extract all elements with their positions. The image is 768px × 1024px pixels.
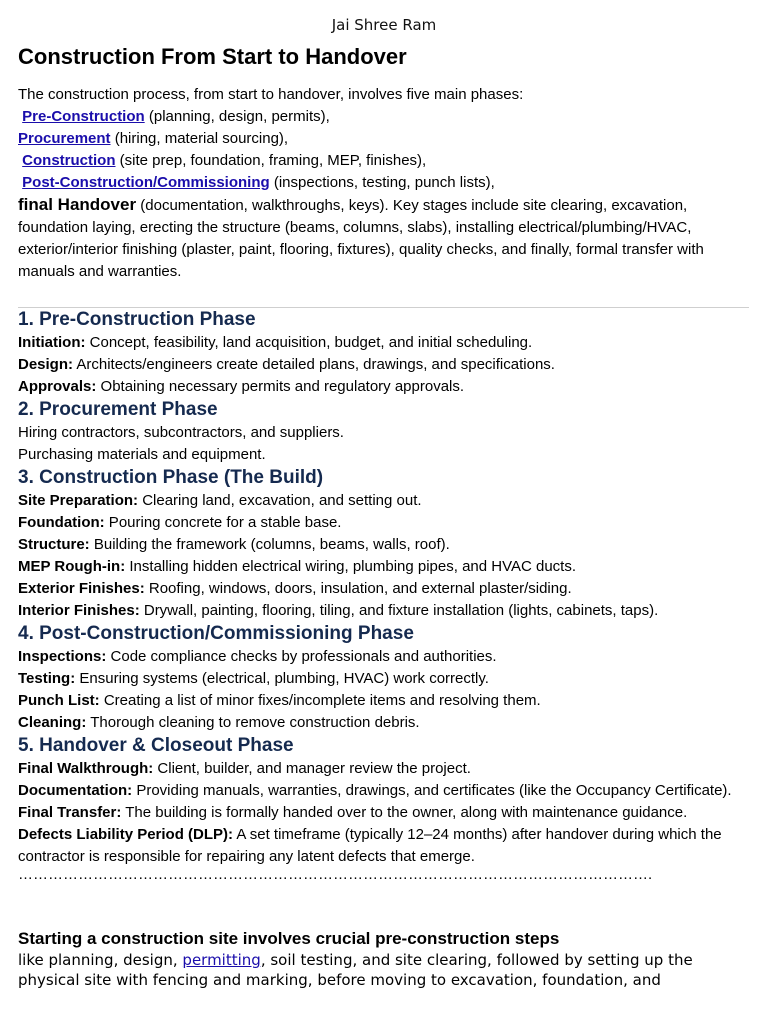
section-item [18, 422, 758, 444]
section-item [18, 646, 758, 668]
item-label: Initiation: [18, 334, 86, 351]
item-label: Exterior Finishes: [18, 580, 145, 597]
intro-lead: final Handover [18, 195, 137, 214]
item-text: Obtaining necessary permits and regulatory approvals. [96, 378, 465, 395]
pre-construction-link[interactable]: Pre-Construction [22, 108, 145, 125]
section-heading: 2. Procurement Phase [18, 399, 218, 420]
intro-phase-text: (hiring, material sourcing), [110, 130, 289, 147]
section-item [18, 712, 758, 734]
item-text: Hiring contractors, subcontractors, and suppliers. [18, 424, 344, 441]
item-text: A set timeframe (typically 12–24 months) after handover during which the contractor is responsible for repairing any latent defects that emerge. [18, 826, 722, 865]
item-label: Defects Liability Period (DLP): [18, 826, 234, 843]
intro-phase-2 [18, 128, 748, 150]
section-item [18, 376, 758, 398]
permitting-link[interactable]: permitting [182, 951, 261, 969]
intro-phase-3 [18, 150, 748, 172]
item-label: Documentation: [18, 782, 133, 799]
intro-phase-4 [18, 172, 748, 194]
section-item [18, 354, 758, 376]
intro-phase-text: (site prep, foundation, framing, MEP, finishes), [115, 152, 427, 169]
section-item [18, 802, 758, 824]
intro-paragraph [18, 84, 748, 283]
page-title: Construction From Start to Handover [18, 44, 407, 69]
section-item [18, 490, 758, 512]
item-text: Clearing land, excavation, and setting out. [138, 492, 422, 509]
item-label: Foundation: [18, 514, 105, 531]
item-text: Purchasing materials and equipment. [18, 446, 266, 463]
phase-sections [18, 308, 758, 882]
section-heading: 3. Construction Phase (The Build) [18, 467, 324, 488]
item-label: Testing: [18, 670, 76, 687]
section-item [18, 600, 758, 622]
final-heading: Starting a construction site involves crucial pre-construction steps [18, 929, 560, 948]
final-text: , soil testing, and site clearing, followed by setting up the physical site with fencing and marking, before moving to excavation, foundation, and [18, 951, 693, 989]
item-label: Approvals: [18, 378, 97, 395]
item-label: Design: [18, 356, 74, 373]
item-text: Roofing, windows, doors, insulation, and external plaster/siding. [144, 580, 572, 597]
item-text: Creating a list of minor fixes/incomplete items and resolving them. [99, 692, 541, 709]
item-text: Pouring concrete for a stable base. [104, 514, 342, 531]
section-item [18, 578, 758, 600]
page-caption: Jai Shree Ram [331, 16, 437, 34]
item-label: Cleaning: [18, 714, 87, 731]
item-text: Installing hidden electrical wiring, plumbing pipes, and HVAC ducts. [125, 558, 577, 575]
intro-line: The construction process, from start to handover, involves five main phases: [18, 86, 524, 103]
section-item [18, 780, 758, 802]
section-item [18, 512, 758, 534]
section-item [18, 668, 758, 690]
construction-link[interactable]: Construction [22, 152, 116, 169]
intro-phase-1 [18, 106, 748, 128]
item-text: Ensuring systems (electrical, plumbing, HVAC) work correctly. [75, 670, 489, 687]
item-text: Thorough cleaning to remove construction debris. [86, 714, 420, 731]
post-construction-link[interactable]: Post-Construction/Commissioning [22, 174, 270, 191]
item-text: The building is formally handed over to the owner, along with maintenance guidance. [121, 804, 688, 821]
item-label: Site Preparation: [18, 492, 139, 509]
item-text: Architects/engineers create detailed plans, drawings, and specifications. [73, 356, 555, 373]
section-item [18, 824, 758, 868]
item-label: Final Walkthrough: [18, 760, 154, 777]
item-text: Providing manuals, warranties, drawings, and certificates (like the Occupancy Certificate). [132, 782, 732, 799]
procurement-link[interactable]: Procurement [18, 130, 111, 147]
item-label: Final Transfer: [18, 804, 122, 821]
item-text: Code compliance checks by professionals and authorities. [106, 648, 497, 665]
section-item [18, 690, 758, 712]
item-label: MEP Rough-in: [18, 558, 126, 575]
item-label: Structure: [18, 536, 90, 553]
final-paragraph [18, 950, 748, 990]
section-heading: 1. Pre-Construction Phase [18, 309, 256, 330]
section-item [18, 534, 758, 556]
intro-phase-text: (inspections, testing, punch lists), [269, 174, 495, 191]
intro-tail: (documentation, walkthroughs, keys). Key stages include site clearing, excavation, foundation laying, erecting the structure (beams, columns, slabs), installing electrical/plumbing/HVAC, exterior/interior finishing (plaster, paint, flooring, fixtures), quality checks, and finally, formal transfer with manuals and warranties. [18, 197, 704, 280]
intro-summary [18, 194, 748, 283]
dotted-divider: ………………………………………………………………………………………………………………. [18, 868, 653, 882]
section-item [18, 758, 758, 780]
item-text: Client, builder, and manager review the project. [153, 760, 471, 777]
section-heading: 5. Handover & Closeout Phase [18, 735, 294, 756]
section-heading: 4. Post-Construction/Commissioning Phase [18, 623, 414, 644]
item-text: Concept, feasibility, land acquisition, budget, and initial scheduling. [85, 334, 533, 351]
section-item [18, 444, 758, 466]
item-text: Building the framework (columns, beams, walls, roof). [89, 536, 450, 553]
final-section [18, 928, 748, 990]
intro-phase-text: (planning, design, permits), [144, 108, 330, 125]
final-text: like planning, design, [18, 951, 183, 969]
section-item [18, 332, 758, 354]
item-label: Punch List: [18, 692, 100, 709]
item-label: Interior Finishes: [18, 602, 140, 619]
section-item [18, 556, 758, 578]
item-label: Inspections: [18, 648, 107, 665]
item-text: Drywall, painting, flooring, tiling, and fixture installation (lights, cabinets, taps). [139, 602, 659, 619]
